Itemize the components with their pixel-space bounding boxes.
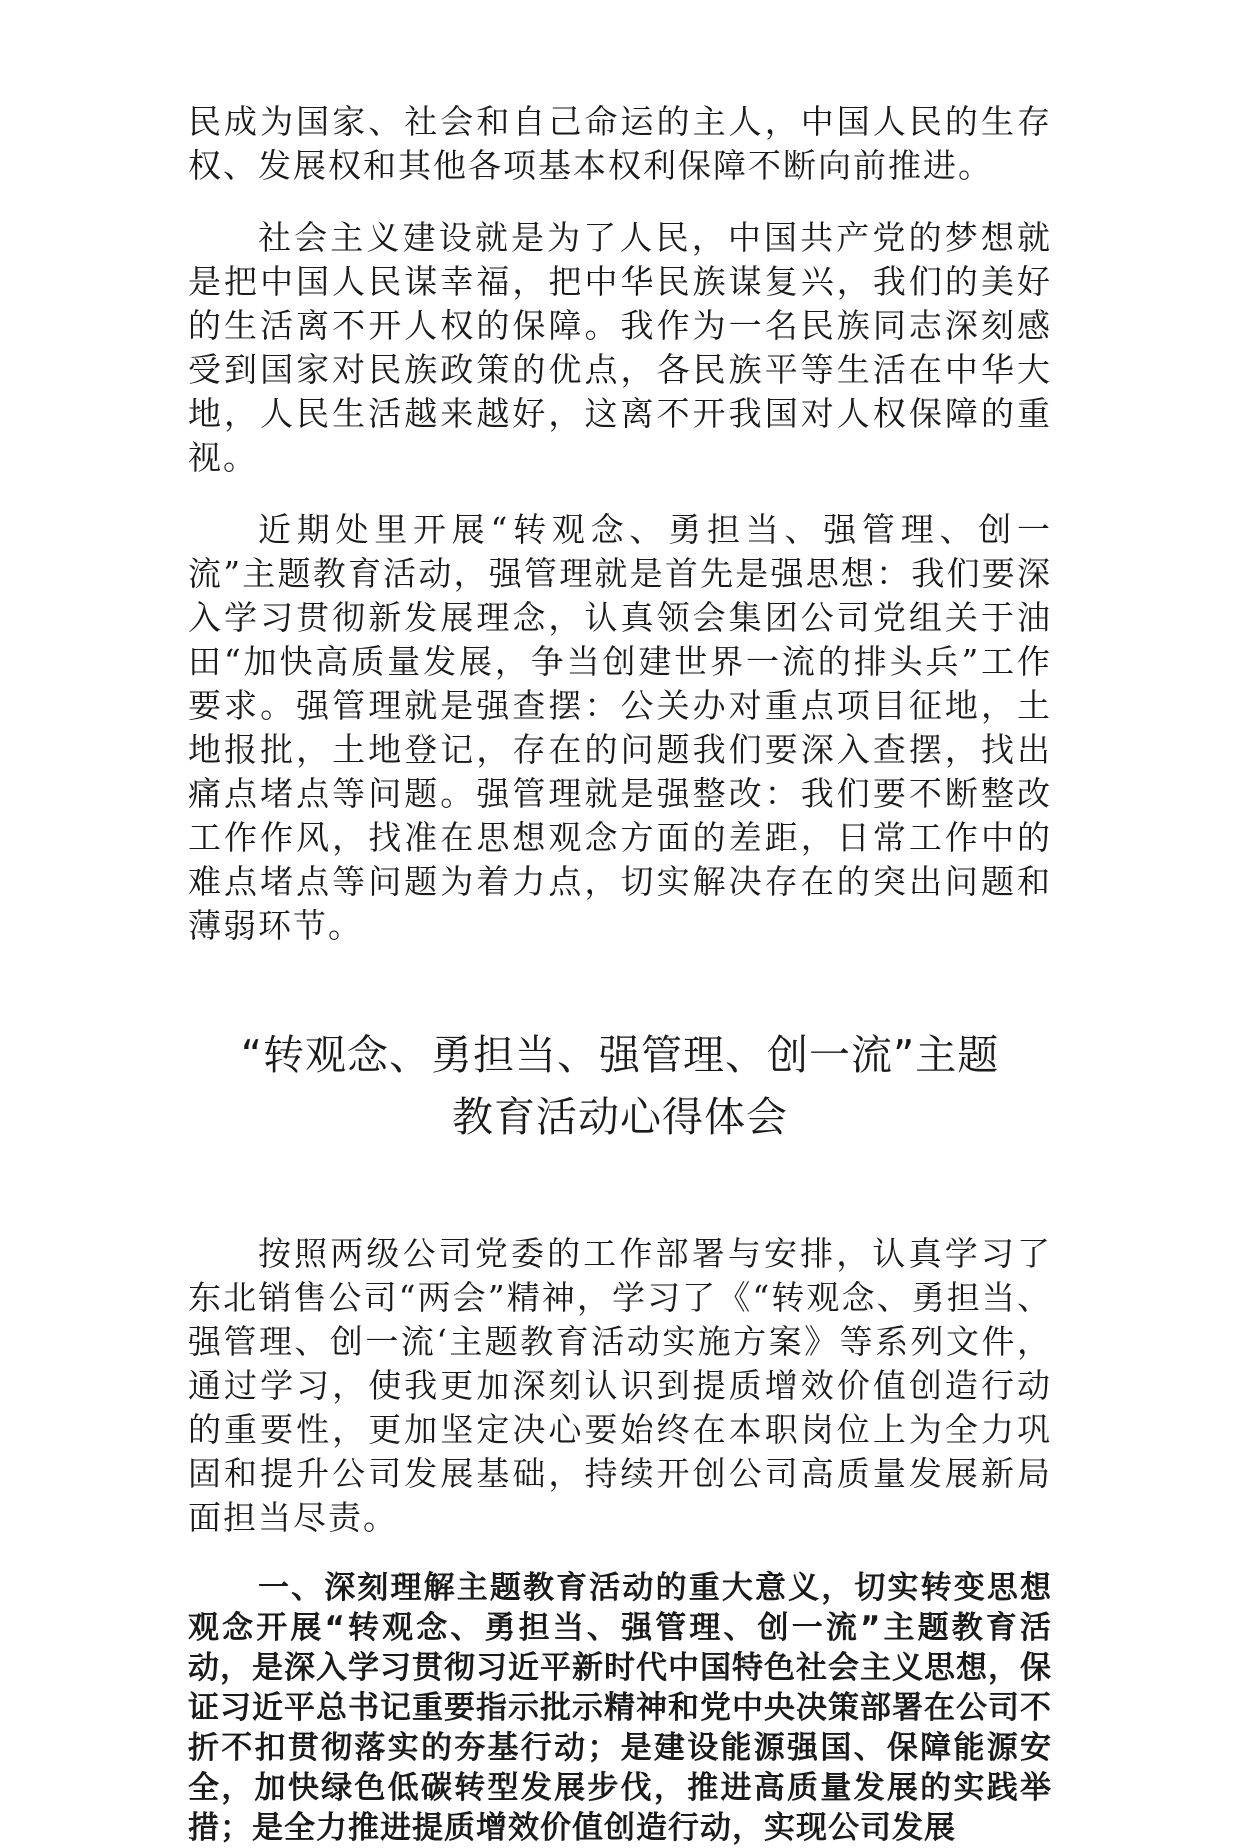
- title-line-1: “转观念、勇担当、强管理、创一流”主题: [240, 1031, 1000, 1079]
- document-title: [188, 1024, 1052, 1148]
- paragraph-recent-activity: 近期处里开展“转观念、勇担当、强管理、创一流”主题教育活动，强管理就是首先是强思想：我们要深入学习贯彻新发展理念，认真领会集团公司党组关于油田“加快高质量发展，争当创建世界一流的排头兵”工作要求。强管理就是强查摆：公关办对重点项目征地，土地报批，土地登记，存在的问题我们要深入查摆，找出痛点堵点等问题。强管理就是强整改：我们要不断整改工作作风，找准在思想观念方面的差距，日常工作中的难点堵点等问题为着力点，切实解决存在的突出问题和薄弱环节。: [188, 510, 1052, 945]
- paragraph-continuation: 民成为国家、社会和自己命运的主人，中国人民的生存权、发展权和其他各项基本权利保障不断向前推进。: [188, 102, 1052, 185]
- paragraph-intro: 按照两级公司党委的工作部署与安排，认真学习了东北销售公司“两会”精神，学习了《“转观念、勇担当、强管理、创一流‘主题教育活动实施方案》等系列文件，通过学习，使我更加深刻认识到提质增效价值创造行动的重要性，更加坚定决心要始终在本职岗位上为全力巩固和提升公司发展基础，持续开创公司高质量发展新局面担当尽责。: [188, 1234, 1052, 1537]
- title-line-2: 教育活动心得体会: [452, 1093, 788, 1141]
- document-page: [188, 100, 1052, 1848]
- paragraph-socialism: 社会主义建设就是为了人民，中国共产党的梦想就是把中国人民谋幸福，把中华民族谋复兴，我们的美好的生活离不开人权的保障。我作为一名民族同志深刻感受到国家对民族政策的优点，各民族平等生活在中华大地，人民生活越来越好，这离不开我国对人权保障的重视。: [188, 218, 1052, 477]
- section-one-heading-paragraph: 一、深刻理解主题教育活动的重大意义，切实转变思想观念开展“转观念、勇担当、强管理、创一流”主题教育活动，是深入学习贯彻习近平新时代中国特色社会主义思想，保证习近平总书记重要指示批示精神和党中央决策部署在公司不折不扣贯彻落实的夯基行动；是建设能源强国、保障能源安全，加快绿色低碳转型发展步伐，推进高质量发展的实践举措；是全力推进提质增效价值创造行动，实现公司发展: [188, 1570, 1052, 1846]
